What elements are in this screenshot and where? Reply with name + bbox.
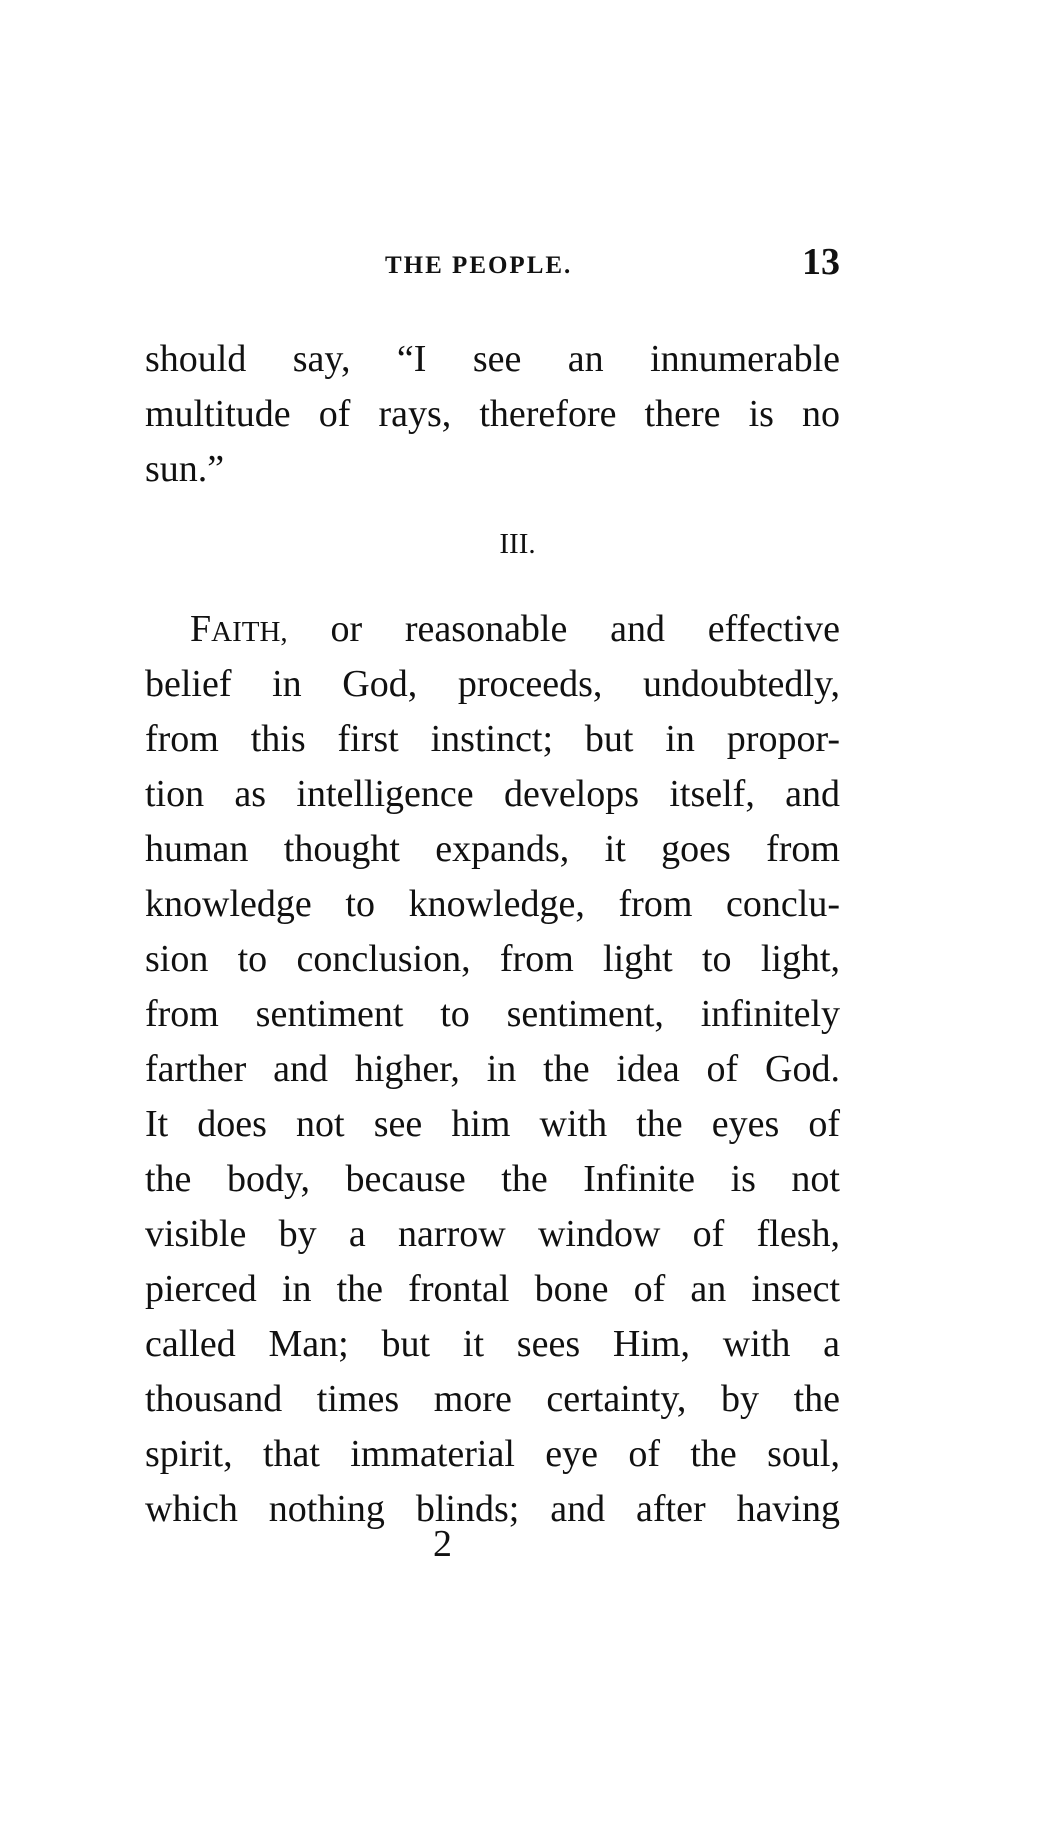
small-caps-initial: F bbox=[190, 608, 212, 650]
section-number: III. bbox=[499, 528, 536, 560]
page-number: 13 bbox=[802, 241, 840, 283]
text-line: It does not see him with the eyes of bbox=[145, 1103, 840, 1145]
text-line: visible by a narrow window of flesh, bbox=[145, 1213, 840, 1255]
first-line-text: or reasonable and effective bbox=[287, 608, 840, 650]
text-line: should say, “I see an innumerable bbox=[145, 338, 840, 380]
text-line-first bbox=[145, 602, 840, 657]
text-line: belief in God, proceeds, undoubtedly, bbox=[145, 663, 840, 705]
text-line: pierced in the frontal bone of an insect bbox=[145, 1268, 840, 1310]
text-line: farther and higher, in the idea of God. bbox=[145, 1048, 840, 1090]
small-caps-rest: AITH, bbox=[211, 616, 288, 648]
text-line: spirit, that immaterial eye of the soul, bbox=[145, 1433, 840, 1475]
text-line: from this first instinct; but in propor- bbox=[145, 718, 840, 760]
running-head-title: THE PEOPLE. bbox=[385, 252, 573, 279]
text-line: tion as intelligence develops itself, and bbox=[145, 773, 840, 815]
text-line: from sentiment to sentiment, infinitely bbox=[145, 993, 840, 1035]
paragraph-faith bbox=[145, 602, 840, 1537]
text-line: which nothing blinds; and after having bbox=[145, 1488, 840, 1530]
text-line: multitude of rays, therefore there is no bbox=[145, 393, 840, 435]
paragraph-continued bbox=[145, 332, 840, 497]
text-line: human thought expands, it goes from bbox=[145, 828, 840, 870]
text-line: sion to conclusion, from light to light, bbox=[145, 938, 840, 980]
running-head bbox=[145, 240, 840, 290]
text-line: called Man; but it sees Him, with a bbox=[145, 1323, 840, 1365]
signature-mark: 2 bbox=[433, 1523, 452, 1565]
text-line: thousand times more certainty, by the bbox=[145, 1378, 840, 1420]
text-line: sun.” bbox=[145, 448, 225, 490]
text-line: the body, because the Infinite is not bbox=[145, 1158, 840, 1200]
text-line: knowledge to knowledge, from conclu- bbox=[145, 883, 840, 925]
